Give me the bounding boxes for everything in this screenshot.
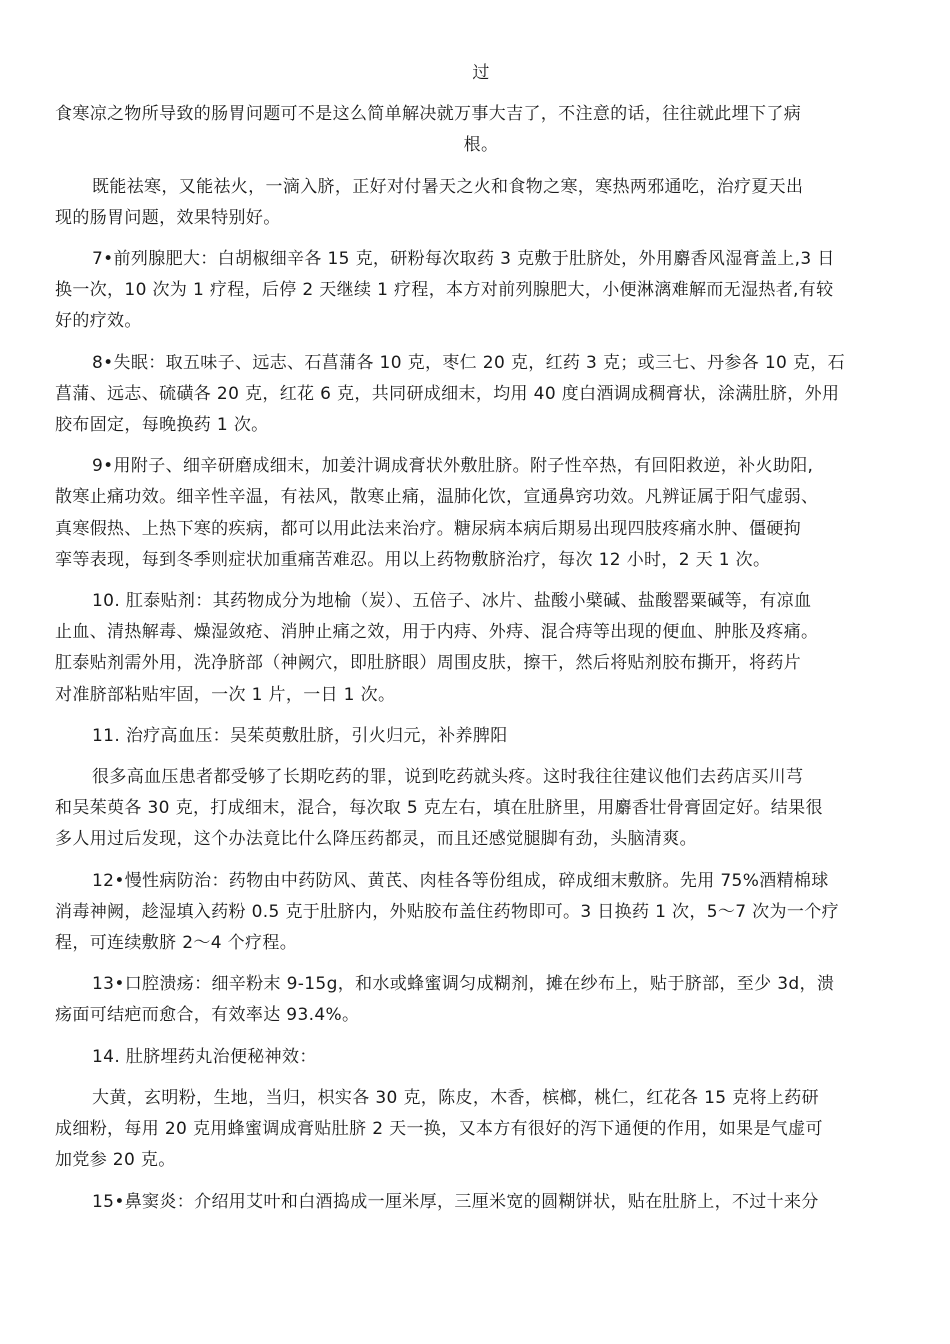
document-page (55, 58, 907, 1218)
item-10-line: 对准脐部粘贴牢固，一次 1 片，一日 1 次。 (55, 684, 396, 705)
intro-line-1: 食寒凉之物所导致的肠胃问题可不是这么简单解决就万事大吉了，不注意的话，往往就此埋下了病 (55, 104, 802, 125)
item-11-title: 11. 治疗高血压：吴茱萸敷肚脐，引火归元，补养脾阳 (92, 725, 508, 746)
item-10-line: 10. 肛泰贴剂：其药物成分为地榆（炭）、五倍子、冰片、盐酸小檗碱、盐酸罂粟碱等，有凉血 (92, 591, 812, 612)
item-9-line: 挛等表现，每到冬季则症状加重痛苦难忍。用以上药物敷脐治疗，每次 12 小时，2 天 1 次。 (55, 549, 771, 570)
item-14-line: 加党参 20 克。 (55, 1150, 176, 1171)
item-12-line: 程，可连续敷脐 2～4 个疗程。 (55, 933, 298, 954)
item-9-line: 散寒止痛功效。细辛性辛温，有祛风，散寒止痛，温肺化饮，宣通鼻窍功效。凡辨证属于阳气虚弱、 (55, 487, 819, 508)
item-7-line: 换一次，10 次为 1 疗程，后停 2 天继续 1 疗程，本方对前列腺肥大，小便淋漓难解而无湿热者,有较 (55, 280, 834, 301)
item-9-line: 真寒假热、上热下寒的疾病，都可以用此法来治疗。糖尿病本病后期易出现四肢疼痛水肿、僵硬拘 (55, 518, 802, 539)
item-14-line: 成细粉，每用 20 克用蜂蜜调成膏贴肚脐 2 天一换，又本方有很好的泻下通便的作用，如果是气虚可 (55, 1119, 823, 1140)
item-9-line: 9•用附子、细辛研磨成细末，加姜汁调成膏状外敷肚脐。附子性卒热，有回阳救逆，补火助阳, (92, 456, 814, 477)
item-11-line: 多人用过后发现，这个办法竟比什么降压药都灵，而且还感觉腿脚有劲，头脑清爽。 (55, 829, 697, 850)
item-14-title: 14. 肚脐埋药丸治便秘神效： (92, 1046, 317, 1067)
item-15-line: 15•鼻窦炎：介绍用艾叶和白酒捣成一厘米厚，三厘米宽的圆糊饼状，贴在肚脐上，不过十来分 (92, 1191, 819, 1212)
item-14-line: 大黄，玄明粉，生地，当归，枳实各 30 克，陈皮，木香，槟榔，桃仁，红花各 15 克将上药研 (92, 1087, 819, 1108)
paragraph-a-line: 现的肠胃问题，效果特别好。 (55, 207, 281, 228)
item-10-line: 止血、清热解毒、燥湿敛疮、消肿止痛之效，用于内痔、外痔、混合痔等出现的便血、肿胀及疼痛。 (55, 622, 819, 643)
item-10-line: 肛泰贴剂需外用，洗净脐部（神阙穴，即肚脐眼）周围皮肤，擦干，然后将贴剂胶布撕开，将药片 (55, 653, 802, 674)
item-8-line: 菖蒲、远志、硫磺各 20 克，红花 6 克，共同研成细末，均用 40 度白酒调成稠膏状，涂满肚脐，外用 (55, 383, 840, 404)
item-13-line: 疡面可结疤而愈合，有效率达 93.4%。 (55, 1005, 360, 1026)
item-11-line: 很多高血压患者都受够了长期吃药的罪，说到吃药就头疼。这时我往往建议他们去药店买川芎 (92, 767, 804, 788)
paragraph-a-line: 既能祛寒，又能祛火，一滴入脐，正好对付暑天之火和食物之寒，寒热两邪通吃，治疗夏天出 (92, 176, 804, 197)
item-8-line: 8•失眠：取五味子、远志、石菖蒲各 10 克，枣仁 20 克，红药 3 克；或三七、丹参各 10 克，石 (92, 352, 845, 373)
item-11-line: 和吴茱萸各 30 克，打成细末，混合，每次取 5 克左右，填在肚脐里，用麝香壮骨膏固定好。结果很 (55, 798, 823, 819)
intro-line-2: 根。 (463, 135, 499, 156)
item-12-line: 消毒神阙，趁湿填入药粉 0.5 克于肚脐内，外贴胶布盖住药物即可。3 日换药 1 次，5～7 次为一个疗 (55, 901, 839, 922)
item-12-line: 12•慢性病防治：药物由中药防风、黄芪、肉桂各等份组成，碎成细末敷脐。先用 75%酒精棉球 (92, 870, 829, 891)
top-line: 过 (472, 63, 490, 83)
item-13-line: 13•口腔溃疡：细辛粉末 9-15g，和水或蜂蜜调匀成糊剂，摊在纱布上，贴于脐部，至少 3d，溃 (92, 974, 835, 995)
item-7-line: 好的疗效。 (55, 311, 142, 332)
item-8-line: 胶布固定，每晚换药 1 次。 (55, 415, 269, 436)
item-7-line: 7•前列腺肥大：白胡椒细辛各 15 克，研粉每次取药 3 克敷于肚脐处，外用麝香风湿膏盖上,3 日 (92, 249, 835, 270)
